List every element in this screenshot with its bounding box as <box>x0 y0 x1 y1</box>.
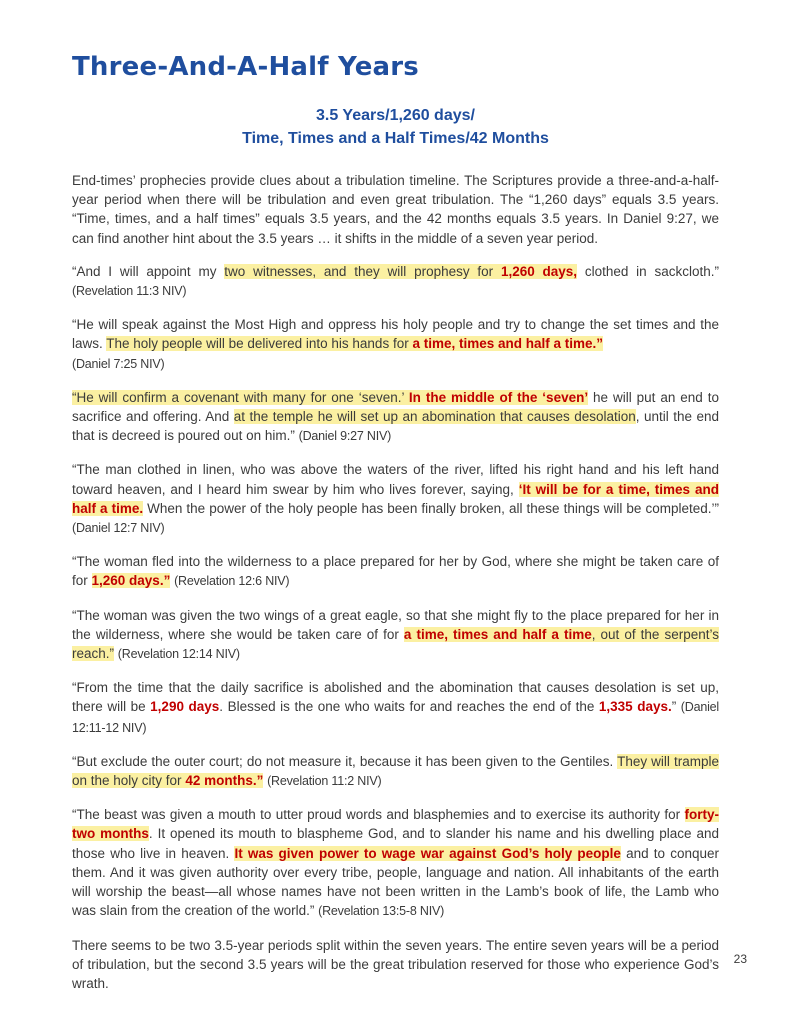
highlight-red-run: In the middle of the ‘seven’ <box>408 389 589 405</box>
highlight-run: two witnesses, and they will prophesy for <box>224 263 501 279</box>
highlight-red-run: 1,260 days, <box>500 263 578 279</box>
paragraph <box>72 552 719 591</box>
text-run: “The man clothed in linen, who was above the waters of the river, lifted his right hand and his left hand toward heaven, and I heard him swear by him who lives forever, saying, <box>72 462 719 497</box>
red-emphasis-run: 1,290 days <box>150 699 220 715</box>
highlight-red-run: 42 months.” <box>185 773 264 789</box>
highlight-run: at the temple he will set up an abomination that causes desolation <box>233 409 636 425</box>
paragraph <box>72 262 719 301</box>
page-number: 23 <box>733 952 747 966</box>
citation: (Revelation 11:2 NIV) <box>267 774 382 789</box>
paragraph <box>72 678 719 738</box>
citation: (Daniel 9:27 NIV) <box>298 429 392 444</box>
text-run: “And I will appoint my <box>72 263 225 279</box>
text-run: ” <box>671 699 681 715</box>
highlight-red-run: 1,260 days.” <box>91 573 171 589</box>
paragraph <box>72 606 719 665</box>
highlight-run: The holy people will be delivered into his hands for <box>106 336 413 352</box>
text-run: When the power of the holy people has been finally broken, all these things will be completed.’” <box>143 500 719 516</box>
highlight-red-run: ‘It will be for a time, times and half a time. <box>72 481 719 516</box>
highlight-red-run: forty-two months <box>72 807 719 842</box>
citation: (Daniel 12:7 NIV) <box>72 521 165 536</box>
highlight-run: “He will confirm a covenant with many for one ‘seven.’ <box>72 389 409 405</box>
text-run: “The woman fled into the wilderness to a place prepared for her by God, where she might be taken care of for <box>72 554 719 589</box>
paragraph <box>72 805 719 921</box>
text-run: and to conquer them. And it was given authority over every tribe, people, language and nation. All inhabitants of the earth will worship the beast—all whose names have not been written in the Lamb’s book of life, the Lamb who was slain from the creation of the world.” <box>72 845 719 919</box>
citation: (Revelation 12:6 NIV) <box>174 574 290 589</box>
text-run: End-times’ prophecies provide clues about a tribulation timeline. The Scriptures provide a three-and-a-half-year period when there will be tribulation and even great tribulation. The “1,260 days” equals 3.5 years. “Time, times, and a half times” equals 3.5 years, and the 42 months equals 3.5 years. In Daniel 9:27, we can find another hint about the 3.5 years … it shifts in the middle of a seven year period. <box>72 173 719 246</box>
text-run: “But exclude the outer court; do not measure it, because it has been given to the Gentiles. <box>72 753 618 769</box>
highlight-red-run: a time, times and half a time <box>403 626 592 642</box>
subtitle-line-1: 3.5 Years/1,260 days/ <box>316 107 475 124</box>
subtitle-line-2: Time, Times and a Half Times/42 Months <box>242 130 549 147</box>
highlight-run: They will trample on the holy city for <box>72 753 719 789</box>
text-run: “The beast was given a mouth to utter proud words and blasphemies and to exercise its authority for <box>72 807 685 823</box>
citation: (Revelation 13:5-8 NIV) <box>318 904 445 919</box>
text-run: . It opened its mouth to blaspheme God, and to slander his name and his dwelling place and those who live in heaven. <box>72 826 719 861</box>
highlight-red-run: a time, times and half a time.” <box>412 336 604 352</box>
citation: (Revelation 11:3 NIV) <box>72 284 187 299</box>
text-run: . Blessed is the one who waits for and reaches the end of the <box>219 699 599 715</box>
text-run: There seems to be two 3.5-year periods split within the seven years. The entire seven years will be a period of tribulation, but the second 3.5 years will be the great tribulation reserved for those who experience God’s wrath. <box>72 937 719 991</box>
citation: (Daniel 12:11-12 NIV) <box>72 700 719 735</box>
highlight-red-run: It was given power to wage war against God’s holy people <box>234 845 621 861</box>
paragraph <box>72 460 719 538</box>
text-run: , until the end that is decreed is poured out on him.” <box>72 409 720 444</box>
paragraph <box>72 315 719 374</box>
text-run: clothed in sackcloth.” <box>577 263 720 279</box>
red-emphasis-run: 1,335 days. <box>598 699 672 715</box>
paragraph <box>72 171 719 248</box>
highlight-run: , out of the serpent’s reach.” <box>72 626 719 662</box>
text-run: “He will speak against the Most High and oppress his holy people and try to change the set times and the laws. <box>72 317 719 352</box>
paragraph <box>72 388 719 447</box>
citation: (Revelation 12:14 NIV) <box>117 647 240 662</box>
text-run: “The woman was given the two wings of a great eagle, so that she might fly to the place prepared for her in the wilderness, where she would be taken care of for <box>72 607 719 642</box>
citation: (Daniel 7:25 NIV) <box>72 356 165 371</box>
text-run: “From the time that the daily sacrifice is abolished and the abomination that causes desolation is set up, there will be <box>72 680 719 715</box>
document-body <box>72 171 719 993</box>
page-title: Three-And-A-Half Years <box>72 52 419 82</box>
paragraph <box>72 752 719 791</box>
subtitle <box>72 104 719 150</box>
text-run: he will put an end to sacrifice and offering. And <box>72 389 719 425</box>
paragraph <box>72 936 719 994</box>
